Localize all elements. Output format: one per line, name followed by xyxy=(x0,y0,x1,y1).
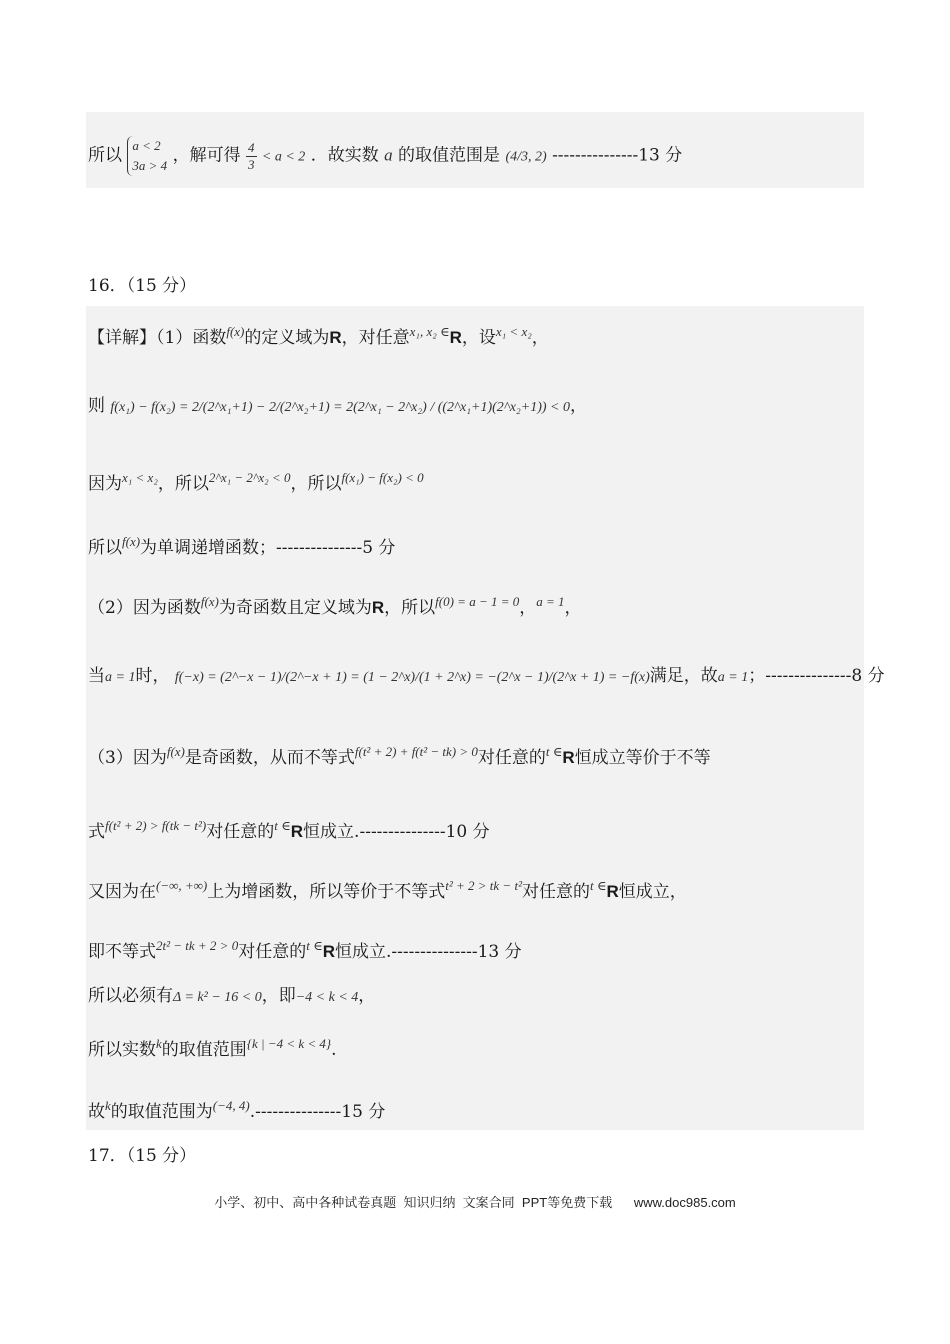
math: 2^x₁ − 2^x₂ < 0 xyxy=(208,470,291,485)
math: f(x) xyxy=(166,744,185,759)
text: （3）因为 xyxy=(88,748,167,768)
text: 的定义域为 xyxy=(244,328,330,348)
sec16-line12 xyxy=(88,1032,337,1062)
text: 式 xyxy=(88,822,105,842)
real-set: R xyxy=(322,942,335,961)
text: 的取值范围为 xyxy=(110,1102,213,1122)
text: ，解可得 xyxy=(172,145,241,166)
math: a = 1 xyxy=(105,670,136,685)
real-set: R xyxy=(371,598,385,617)
text: ， xyxy=(358,986,376,1006)
denominator: 3 xyxy=(248,156,255,172)
score-mark: .---------------15 分 xyxy=(249,1102,386,1122)
detail-tag: 【详解】（1）函数 xyxy=(88,328,227,348)
system-row: a < 2 xyxy=(132,138,161,153)
sec15-line1 xyxy=(88,136,682,176)
math: f(x) xyxy=(200,594,219,609)
text-with-score: 为单调递增函数；---------------5 分 xyxy=(140,538,396,558)
sec16-line8 xyxy=(88,814,490,844)
text: . xyxy=(331,1040,337,1060)
sec16-line13 xyxy=(88,1094,385,1124)
sec16-line7 xyxy=(88,740,711,770)
text: 满足，故 xyxy=(649,666,718,686)
math: f(x₁) − f(x₂) < 0 xyxy=(341,470,424,485)
math: f(t² + 2) + f(t² − tk) > 0 xyxy=(354,744,478,759)
math: {k | −4 < k < 4} xyxy=(246,1036,332,1051)
text: 即不等式 xyxy=(88,942,156,962)
score-mark: ---------------13 分 xyxy=(552,145,683,166)
sec16-line3 xyxy=(88,466,424,496)
math: 2t² − tk + 2 > 0 xyxy=(156,938,239,953)
inequality-system xyxy=(127,136,167,176)
text: 所以必须有 xyxy=(88,986,173,1006)
score-mark: 恒成立.---------------10 分 xyxy=(303,822,490,842)
numerator: 4 xyxy=(248,139,255,155)
sec16-line10 xyxy=(88,934,522,964)
math-equation: f(x₁) − f(x₂) = 2/(2^x₁+1) − 2/(2^x₂+1) = 2(2^x₁ − 2^x₂) / ((2^x₁+1)(2^x₂+1)) < 0 xyxy=(110,400,571,415)
text: ，即 xyxy=(261,986,296,1006)
text: ， xyxy=(564,598,582,618)
math: −4 < k < 4 xyxy=(295,990,359,1005)
math: x₁, x₂ ∈ xyxy=(409,324,450,339)
text: 为奇函数且定义域为 xyxy=(218,598,372,618)
text: 上为增函数，所以等价于不等式 xyxy=(207,882,446,902)
text: 当 xyxy=(88,666,105,686)
math: t ∈ xyxy=(306,938,323,953)
sec16-line2 xyxy=(88,394,587,420)
text: （2）因为函数 xyxy=(88,598,201,618)
math: f(0) = a − 1 = 0 xyxy=(435,594,520,609)
text: 则 xyxy=(88,396,105,416)
page-footer: 小学、初中、高中各种试卷真题 知识归纳 文案合同 PPT等免费下载 www.doc985.com xyxy=(214,1195,736,1210)
text: 因为 xyxy=(88,474,122,494)
text: 所以 xyxy=(88,538,122,558)
math: (−4, 4) xyxy=(212,1098,250,1113)
real-set: R xyxy=(290,822,304,841)
text: ，对任意 xyxy=(341,328,410,348)
sec16-line11 xyxy=(88,984,375,1010)
text: 对任意的 xyxy=(238,942,307,962)
math: f(t² + 2) > f(tk − t²) xyxy=(105,818,207,833)
text: 的取值范围 xyxy=(161,1040,247,1060)
text: ，所以 xyxy=(290,474,342,494)
math: < a < 2 xyxy=(261,149,306,165)
math: x₁ < x₂ xyxy=(495,324,532,339)
text: ，所以 xyxy=(157,474,209,494)
text: 对任意的 xyxy=(521,882,590,902)
text: 所以实数 xyxy=(88,1040,156,1060)
system-row: 3a > 4 xyxy=(132,158,168,173)
score-mark: ；---------------8 分 xyxy=(748,666,885,686)
math: t² + 2 > tk − t² xyxy=(445,878,522,893)
fraction xyxy=(246,140,257,173)
real-set: R xyxy=(606,882,619,901)
text: 恒成立， xyxy=(618,882,687,902)
text: ，所以 xyxy=(384,598,436,618)
sec16-line4 xyxy=(88,530,395,560)
text: 对任意的 xyxy=(477,748,546,768)
real-set: R xyxy=(562,748,575,767)
question-16-header: 16．（15 分） xyxy=(88,276,197,296)
math: t ∈ xyxy=(545,744,563,759)
variable: a xyxy=(384,145,393,165)
text: 的取值范围是 xyxy=(398,145,501,166)
text: 又因为在 xyxy=(88,882,156,902)
text: 是奇函数，从而不等式 xyxy=(184,748,355,768)
sec16-line9 xyxy=(88,874,687,904)
text: 对任意的 xyxy=(206,822,275,842)
math: Δ = k² − 16 < 0 xyxy=(173,990,262,1005)
math: t ∈ xyxy=(274,818,291,833)
text: ， xyxy=(531,328,549,348)
math: f(x) xyxy=(226,324,245,339)
math: a = 1 xyxy=(717,670,749,685)
text: ， xyxy=(519,598,537,618)
text: 恒成立等价于不等 xyxy=(574,748,711,768)
sec16-line5 xyxy=(88,590,582,620)
math: x₁ < x₂ xyxy=(122,470,158,485)
math: (−∞, +∞) xyxy=(156,878,208,893)
math: f(x) xyxy=(122,534,141,549)
text: ，设 xyxy=(461,328,496,348)
score-mark: 恒成立.---------------13 分 xyxy=(335,942,522,962)
real-set: R xyxy=(449,328,462,347)
real-set: R xyxy=(329,328,342,347)
text: 所以 xyxy=(88,145,122,166)
math: t ∈ xyxy=(589,878,607,893)
text: ．故实数 xyxy=(310,145,379,166)
interval: (4/3, 2) xyxy=(505,149,547,165)
text: 故 xyxy=(88,1102,105,1122)
math: k xyxy=(156,1036,162,1051)
sec16-line6 xyxy=(88,664,885,690)
question-17-header: 17．（15 分） xyxy=(88,1146,197,1166)
sec16-line1 xyxy=(88,320,549,350)
math: a = 1 xyxy=(536,594,565,609)
math-equation: f(−x) = (2^−x − 1)/(2^−x + 1) = (1 − 2^x)/(1 + 2^x) = −(2^x − 1)/(2^x + 1) = −f(x) xyxy=(174,670,650,685)
text: 时， xyxy=(135,666,170,686)
math: k xyxy=(105,1098,111,1113)
text: ， xyxy=(570,396,588,416)
